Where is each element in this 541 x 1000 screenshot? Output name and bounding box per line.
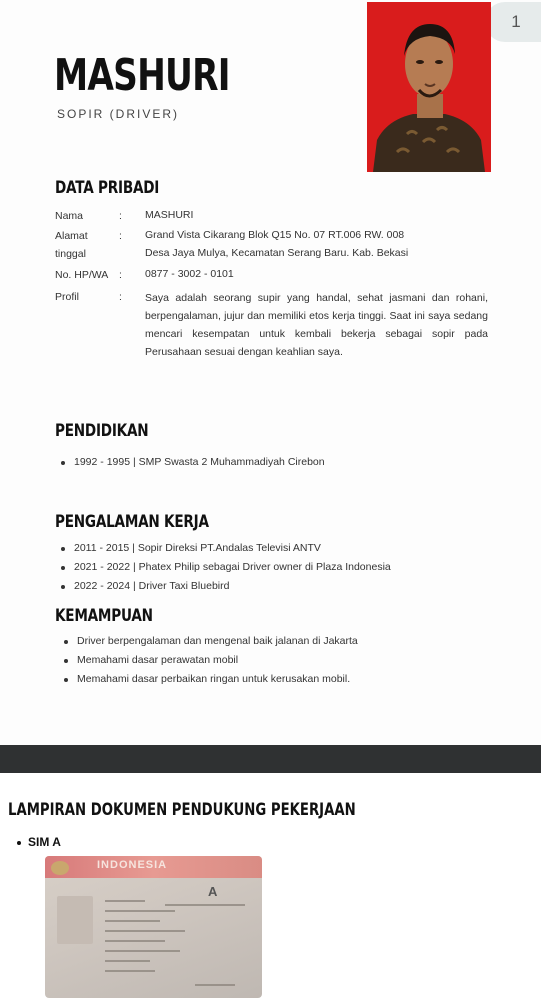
card-text-line (105, 910, 175, 912)
list-item: 1992 - 1995 | SMP Swasta 2 Muhammadiyah Cirebon (61, 453, 325, 472)
data-pribadi-heading: DATA PRIBADI (55, 178, 160, 198)
list-item: Memahami dasar perawatan mobil (64, 651, 358, 670)
value-nama: MASHURI (145, 209, 194, 221)
card-text-line (105, 930, 185, 932)
sim-card-photo (57, 896, 93, 944)
sim-card-header (45, 856, 262, 878)
value-alamat-line2: Desa Jaya Mulya, Kecamatan Serang Baru. Kab. Bekasi (145, 247, 409, 259)
card-text-line (105, 940, 165, 942)
list-item: 2021 - 2022 | Phatex Philip sebagai Driver owner di Plaza Indonesia (61, 558, 391, 577)
colon: : (119, 269, 122, 281)
card-text-line (105, 970, 155, 972)
list-item: Driver berpengalaman dan mengenal baik jalanan di Jakarta (64, 632, 358, 651)
card-text-line (105, 960, 150, 962)
colon: : (119, 230, 122, 242)
emblem-icon (51, 861, 69, 875)
pengalaman-list (61, 539, 391, 596)
list-item: Memahami dasar perbaikan ringan untuk kerusakan mobil. (64, 670, 358, 689)
label-profil: Profil (55, 291, 79, 303)
card-text-line (195, 984, 235, 986)
card-text-line (105, 950, 180, 952)
pendidikan-list (61, 453, 325, 472)
kemampuan-heading: KEMAMPUAN (55, 606, 153, 626)
value-no-hp: 0877 - 3002 - 0101 (145, 268, 234, 280)
value-alamat-line1: Grand Vista Cikarang Blok Q15 No. 07 RT.006 RW. 008 (145, 229, 405, 241)
label-tinggal: tinggal (55, 248, 86, 260)
card-text-line (105, 920, 160, 922)
page-separator (0, 745, 541, 773)
label-nama: Nama (55, 210, 84, 222)
label-alamat: Alamat (55, 230, 88, 242)
kemampuan-list (64, 632, 358, 689)
list-item: 2022 - 2024 | Driver Taxi Bluebird (61, 577, 391, 596)
pendidikan-heading: PENDIDIKAN (55, 421, 149, 441)
pengalaman-heading: PENGALAMAN KERJA (55, 512, 209, 532)
colon: : (119, 210, 122, 222)
sim-label: SIM A (28, 835, 61, 849)
lampiran-heading: LAMPIRAN DOKUMEN PENDUKUNG PEKERJAAN (8, 800, 356, 820)
sim-card-image (45, 856, 262, 998)
card-text-line (105, 900, 145, 902)
value-profil: Saya adalah seorang supir yang handal, sehat jasmani dan rohani, berpengalaman, jujur dan memiliki etos kerja tinggi. Saat ini saya sedang mencari kesempatan untuk kembali bekerja sebagai sopir pada Perusahaan sesuai dengan keahlian saya. (145, 292, 488, 358)
page-number-badge: 1 (485, 2, 541, 42)
list-item: 2011 - 2015 | Sopir Direksi PT.Andalas Televisi ANTV (61, 539, 391, 558)
sim-card-class: A (208, 884, 218, 899)
card-text-line (165, 904, 245, 906)
candidate-name: MASHURI (54, 50, 230, 101)
sim-card-country: INDONESIA (97, 859, 168, 871)
colon: : (119, 291, 122, 303)
profile-photo (367, 2, 491, 172)
candidate-role: SOPIR (DRIVER) (57, 107, 180, 121)
label-no-hp: No. HP/WA (55, 269, 109, 281)
cv-page-2 (0, 778, 541, 1000)
